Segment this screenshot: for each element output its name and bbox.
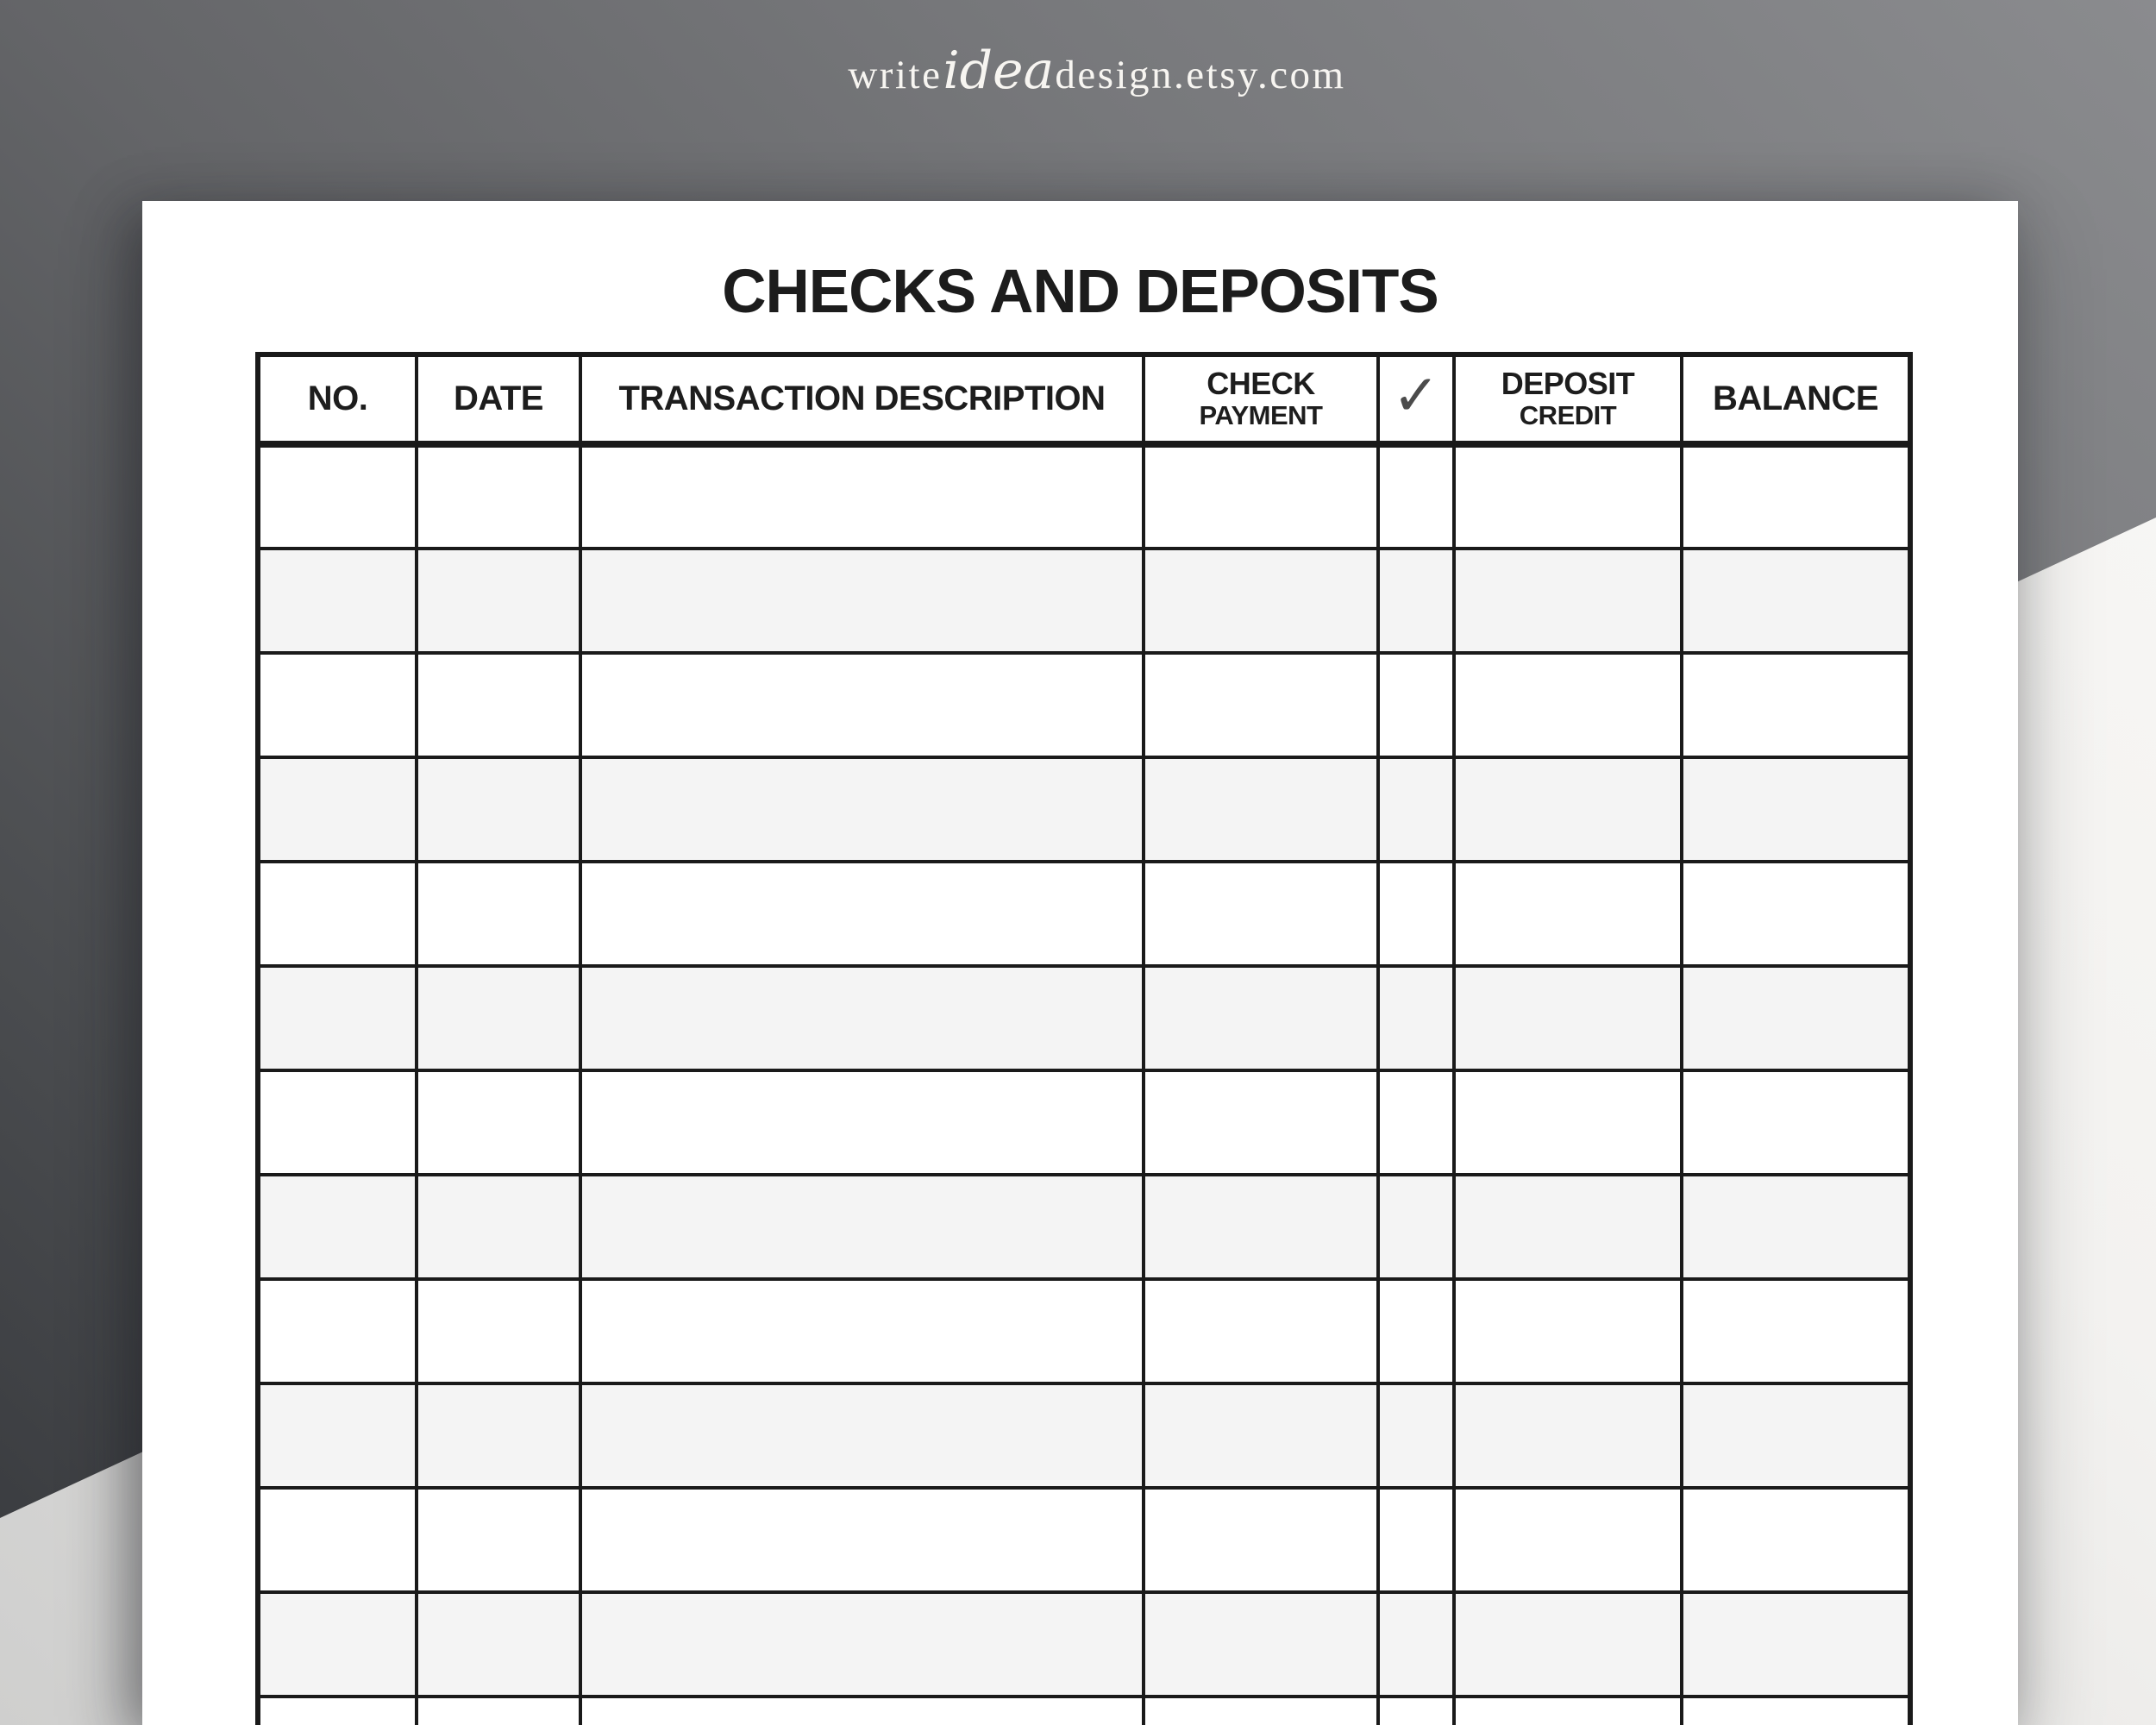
header-balance-label: BALANCE: [1712, 380, 1879, 417]
register-cell-date: [417, 444, 580, 549]
register-cell-deposit-credit: [1454, 757, 1682, 862]
register-cell-description: [580, 1383, 1144, 1488]
register-cell-check-payment: [1144, 1488, 1378, 1592]
register-cell-date: [417, 1592, 580, 1697]
register-cell-deposit-credit: [1454, 1592, 1682, 1697]
register-cell-date: [417, 653, 580, 757]
watermark-prefix: write: [848, 53, 943, 97]
register-cell-balance: [1682, 966, 1910, 1070]
register-cell-check-payment: [1144, 862, 1378, 966]
register-row: [258, 1488, 1910, 1592]
register-cell-cleared: [1378, 444, 1454, 549]
register-cell-balance: [1682, 1175, 1910, 1279]
header-date: [417, 354, 580, 444]
register-row: [258, 1383, 1910, 1488]
register-cell-deposit-credit: [1454, 1070, 1682, 1175]
register-cell-balance: [1682, 1070, 1910, 1175]
register-row: [258, 1175, 1910, 1279]
register-cell-date: [417, 862, 580, 966]
register-cell-cleared: [1378, 1175, 1454, 1279]
register-cell-balance: [1682, 1697, 1910, 1725]
register-cell-description: [580, 1488, 1144, 1592]
register-cell-balance: [1682, 1279, 1910, 1383]
header-check-payment: [1144, 354, 1378, 444]
header-check-label: CHECK: [1206, 366, 1315, 402]
register-cell-date: [417, 966, 580, 1070]
register-cell-check-payment: [1144, 1592, 1378, 1697]
register-row: [258, 1070, 1910, 1175]
register-cell-description: [580, 444, 1144, 549]
register-cell-cleared: [1378, 1383, 1454, 1488]
register-cell-check-payment: [1144, 1070, 1378, 1175]
register-cell-deposit-credit: [1454, 1697, 1682, 1725]
register-cell-description: [580, 549, 1144, 653]
register-cell-deposit-credit: [1454, 1383, 1682, 1488]
register-cell-date: [417, 549, 580, 653]
register-cell-deposit-credit: [1454, 549, 1682, 653]
register-cell-no: [258, 966, 417, 1070]
header-deposit-label: DEPOSIT: [1501, 366, 1635, 402]
header-deposit-credit: [1454, 354, 1682, 444]
register-row: [258, 1592, 1910, 1697]
page-title: CHECKS AND DEPOSITS: [722, 258, 1438, 326]
register-cell-deposit-credit: [1454, 966, 1682, 1070]
register-cell-cleared: [1378, 653, 1454, 757]
register-row: [258, 653, 1910, 757]
register-cell-no: [258, 1488, 417, 1592]
register-cell-balance: [1682, 862, 1910, 966]
register-row: [258, 1697, 1910, 1725]
register-cell-check-payment: [1144, 966, 1378, 1070]
register-cell-date: [417, 1070, 580, 1175]
register-cell-check-payment: [1144, 1175, 1378, 1279]
register-row: [258, 444, 1910, 549]
register-cell-cleared: [1378, 757, 1454, 862]
register-cell-balance: [1682, 1592, 1910, 1697]
register-cell-date: [417, 1175, 580, 1279]
register-cell-deposit-credit: [1454, 444, 1682, 549]
register-cell-balance: [1682, 549, 1910, 653]
header-date-label: DATE: [454, 380, 543, 417]
watermark: write idea design.etsy.com: [848, 41, 1346, 101]
register-cell-cleared: [1378, 1279, 1454, 1383]
register-cell-deposit-credit: [1454, 1488, 1682, 1592]
watermark-suffix: design.etsy.com: [1055, 53, 1346, 97]
register-cell-description: [580, 966, 1144, 1070]
register-cell-cleared: [1378, 1697, 1454, 1725]
register-cell-no: [258, 444, 417, 549]
register-cell-cleared: [1378, 549, 1454, 653]
register-cell-description: [580, 757, 1144, 862]
register-cell-no: [258, 1592, 417, 1697]
register-cell-no: [258, 862, 417, 966]
register-row: [258, 966, 1910, 1070]
register-header: [258, 354, 1910, 444]
register-cell-cleared: [1378, 862, 1454, 966]
register-cell-description: [580, 862, 1144, 966]
register-cell-balance: [1682, 653, 1910, 757]
register-cell-check-payment: [1144, 757, 1378, 862]
register-cell-cleared: [1378, 1592, 1454, 1697]
register-cell-description: [580, 1592, 1144, 1697]
register-cell-date: [417, 757, 580, 862]
header-balance: [1682, 354, 1910, 444]
register-cell-description: [580, 1175, 1144, 1279]
register-cell-no: [258, 1175, 417, 1279]
printable-page: [142, 201, 2018, 1725]
register-cell-check-payment: [1144, 549, 1378, 653]
register-cell-date: [417, 1383, 580, 1488]
register-cell-no: [258, 1279, 417, 1383]
register-cell-balance: [1682, 1383, 1910, 1488]
checkmark-icon: ✓: [1392, 361, 1440, 429]
register-cell-deposit-credit: [1454, 653, 1682, 757]
header-cleared: [1378, 354, 1454, 444]
register-cell-check-payment: [1144, 653, 1378, 757]
register-table: [255, 352, 1913, 1725]
register-cell-balance: [1682, 444, 1910, 549]
header-payment-label: PAYMENT: [1199, 400, 1323, 431]
register-cell-description: [580, 1697, 1144, 1725]
register-body: [258, 444, 1910, 1725]
register-cell-cleared: [1378, 966, 1454, 1070]
register-header-row: [258, 354, 1910, 444]
register-cell-check-payment: [1144, 1697, 1378, 1725]
header-no-label: NO.: [307, 380, 368, 417]
register-cell-cleared: [1378, 1070, 1454, 1175]
register-row: [258, 549, 1910, 653]
register-cell-deposit-credit: [1454, 1279, 1682, 1383]
register-row: [258, 862, 1910, 966]
register-cell-description: [580, 653, 1144, 757]
register-cell-description: [580, 1279, 1144, 1383]
header-credit-label: CREDIT: [1519, 400, 1617, 431]
register-cell-no: [258, 653, 417, 757]
header-description-label: TRANSACTION DESCRIPTION: [618, 380, 1106, 417]
register-cell-date: [417, 1697, 580, 1725]
register-cell-check-payment: [1144, 1383, 1378, 1488]
register-cell-balance: [1682, 757, 1910, 862]
register-cell-balance: [1682, 1488, 1910, 1592]
register-cell-deposit-credit: [1454, 1175, 1682, 1279]
register-row: [258, 757, 1910, 862]
header-description: [580, 354, 1144, 444]
register-cell-no: [258, 1697, 417, 1725]
register-cell-description: [580, 1070, 1144, 1175]
register-cell-check-payment: [1144, 444, 1378, 549]
header-no: [258, 354, 417, 444]
register-cell-date: [417, 1279, 580, 1383]
register-cell-date: [417, 1488, 580, 1592]
register-row: [258, 1279, 1910, 1383]
register-cell-deposit-credit: [1454, 862, 1682, 966]
register-cell-no: [258, 757, 417, 862]
register-cell-cleared: [1378, 1488, 1454, 1592]
register-cell-no: [258, 1383, 417, 1488]
register-cell-no: [258, 1070, 417, 1175]
register-cell-check-payment: [1144, 1279, 1378, 1383]
register-cell-no: [258, 549, 417, 653]
